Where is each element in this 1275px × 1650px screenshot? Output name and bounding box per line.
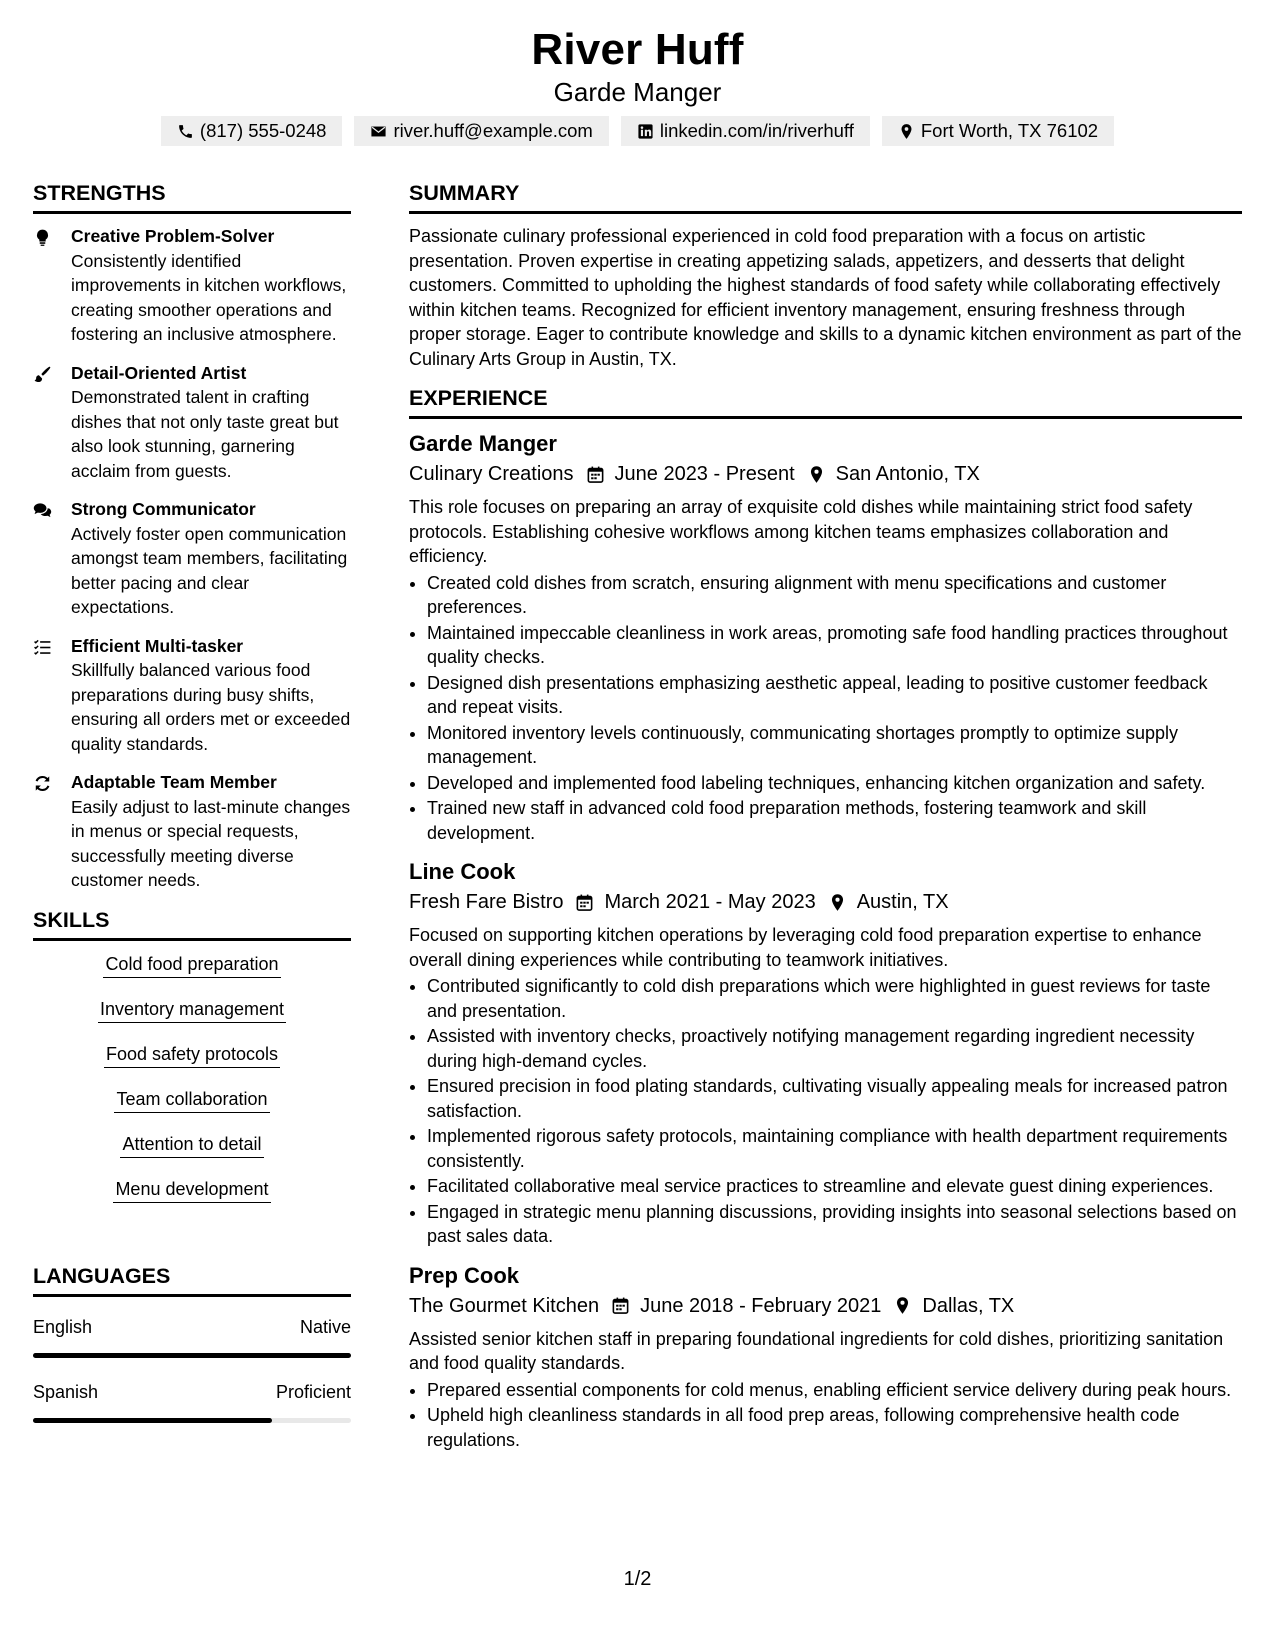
job-bullet: • Trained new staff in advanced cold food preparation methods, fostering teamwork and skill development.	[427, 796, 1242, 845]
strength-item	[33, 497, 351, 620]
skill-tag: Team collaboration	[114, 1086, 269, 1113]
job-entry	[409, 1261, 1242, 1453]
job-entry	[409, 429, 1242, 845]
skill-tag: Menu development	[113, 1176, 270, 1203]
strength-title: Creative Problem-Solver	[71, 226, 275, 246]
refresh-icon	[33, 774, 52, 793]
job-description: Assisted senior kitchen staff in preparing foundational ingredients for cold dishes, prioritizing sanitation and food quality standards.	[409, 1328, 1224, 1373]
strengths-section	[33, 180, 351, 893]
strength-text: Consistently identified improvements in kitchen workflows, creating smoother operations and fostering an inclusive atmosphere.	[71, 250, 347, 344]
map-pin-icon	[828, 893, 847, 912]
job-bullet: • Facilitated collaborative meal service practices to streamline and elevate guest dining experiences.	[427, 1174, 1242, 1199]
comments-icon	[33, 501, 52, 520]
language-proficiency-fill	[33, 1418, 272, 1423]
lightbulb-icon	[33, 228, 52, 247]
language-level: Native	[299, 1316, 351, 1337]
job-bullet: • Implemented rigorous safety protocols, maintaining compliance with health department requirements consistently.	[427, 1124, 1242, 1173]
experience-heading: EXPERIENCE	[409, 385, 1242, 419]
strength-title: Strong Communicator	[71, 499, 256, 519]
contact-email-text: river.huff@example.com	[393, 120, 593, 141]
candidate-name: River Huff	[531, 25, 744, 74]
skills-heading: SKILLS	[33, 907, 351, 941]
job-bullet: • Designed dish presentations emphasizing aesthetic appeal, leading to positive customer feedback and repeat visits.	[427, 671, 1242, 720]
contact-location-text: Fort Worth, TX 76102	[920, 120, 1099, 141]
strength-item	[33, 224, 351, 347]
language-proficiency-bar	[33, 1418, 351, 1423]
skills-section	[33, 907, 351, 1221]
job-company: Fresh Fare Bistro	[409, 891, 564, 913]
map-pin-icon	[898, 123, 915, 140]
job-bullet: • Ensured precision in food plating standards, cultivating visually appealing meals for increased patron satisfaction.	[427, 1074, 1242, 1123]
job-location: Austin, TX	[856, 891, 949, 913]
experience-section	[409, 385, 1242, 1452]
contact-phone[interactable]	[161, 116, 343, 146]
candidate-title: Garde Manger	[553, 77, 722, 107]
strength-text: Easily adjust to last-minute changes in menus or special requests, successfully meeting diverse customer needs.	[71, 796, 351, 890]
job-bullet: • Assisted with inventory checks, proactively notifying management regarding ingredient necessity during high-demand cycles.	[427, 1024, 1242, 1073]
strength-text: Skillfully balanced various food preparations during busy shifts, ensuring all orders met or exceeded quality standards.	[71, 660, 351, 754]
job-dates: June 2018 - February 2021	[640, 1294, 882, 1317]
job-bullet: • Prepared essential components for cold menus, enabling efficient service delivery during peak hours.	[427, 1378, 1242, 1403]
calendar-icon	[611, 1296, 630, 1315]
right-column	[409, 180, 1242, 1464]
strength-title: Adaptable Team Member	[71, 772, 277, 792]
contact-email[interactable]	[354, 116, 608, 146]
contact-bar	[0, 116, 1275, 146]
job-description: This role focuses on preparing an array of exquisite cold dishes while maintaining strict food safety protocols. Establishing cohesive workflows among kitchen teams emphasizes collaboration and efficiency.	[409, 497, 1193, 566]
job-title: Line Cook	[409, 859, 516, 884]
strength-item	[33, 770, 351, 893]
strength-item	[33, 634, 351, 757]
skill-tag: Cold food preparation	[103, 951, 280, 978]
job-meta	[409, 1291, 1242, 1321]
job-meta	[409, 887, 1242, 917]
skills-list	[33, 951, 351, 1221]
calendar-icon	[586, 465, 605, 484]
contact-linkedin[interactable]	[621, 116, 870, 146]
list-check-icon	[33, 638, 52, 657]
job-bullet: • Upheld high cleanliness standards in all food prep areas, following comprehensive health code regulations.	[427, 1403, 1242, 1452]
summary-text: Passionate culinary professional experienced in cold food preparation with a focus on artistic presentation. Proven expertise in creating appetizing salads, appetizers, and desserts that delight customers. Committed to upholding the highest standards of food safety while collaborating effectively within kitchen teams. Recognized for efficient inventory management, ensuring freshness through proper storage. Eager to contribute knowledge and skills to a dynamic kitchen environment as part of the Culinary Arts Group in Austin, TX.	[409, 226, 1242, 369]
job-company: Culinary Creations	[409, 463, 574, 485]
language-name: Spanish	[33, 1381, 99, 1402]
strength-item	[33, 361, 351, 484]
job-bullet: • Maintained impeccable cleanliness in work areas, promoting safe food handling practices throughout quality checks.	[427, 621, 1242, 670]
language-level: Proficient	[275, 1381, 351, 1402]
job-bullets	[409, 1378, 1242, 1453]
skill-tag: Inventory management	[98, 996, 286, 1023]
resume-header	[0, 22, 1275, 146]
job-bullets	[409, 974, 1242, 1249]
language-item	[33, 1380, 351, 1423]
job-bullet: • Developed and implemented food labeling techniques, enhancing kitchen organization and safety.	[427, 771, 1242, 796]
contact-linkedin-text: linkedin.com/in/riverhuff	[659, 120, 854, 141]
summary-heading: SUMMARY	[409, 180, 1242, 214]
job-company: The Gourmet Kitchen	[409, 1294, 600, 1317]
language-proficiency-bar	[33, 1353, 351, 1358]
page-number: 1/2	[623, 1568, 652, 1590]
languages-heading: LANGUAGES	[33, 1263, 351, 1297]
strength-title: Detail-Oriented Artist	[71, 362, 247, 383]
strength-text: Actively foster open communication amongst team members, facilitating better pacing and clear expectations.	[71, 523, 348, 617]
job-meta	[409, 459, 1242, 489]
job-title: Prep Cook	[409, 1262, 520, 1288]
calendar-icon	[575, 893, 594, 912]
languages-section	[33, 1263, 351, 1423]
job-location: Dallas, TX	[922, 1294, 1015, 1317]
paintbrush-icon	[33, 365, 52, 384]
job-bullets	[409, 571, 1242, 846]
strengths-heading: STRENGTHS	[33, 180, 351, 214]
skill-tag: Food safety protocols	[104, 1041, 280, 1068]
job-bullet: • Engaged in strategic menu planning discussions, providing insights into seasonal selections based on past sales data.	[427, 1200, 1242, 1249]
map-pin-icon	[807, 465, 826, 484]
language-proficiency-fill	[33, 1353, 351, 1358]
contact-location	[882, 116, 1114, 146]
language-item	[33, 1315, 351, 1358]
envelope-icon	[370, 123, 387, 140]
job-title: Garde Manger	[409, 431, 557, 456]
job-dates: June 2023 - Present	[614, 463, 795, 485]
job-description: Focused on supporting kitchen operations by leveraging cold food preparation expertise to enhance overall dining experiences while contributing to teamwork initiatives.	[409, 925, 1202, 970]
job-bullet: • Contributed significantly to cold dish preparations which were highlighted in guest reviews for taste and presentation.	[427, 974, 1242, 1023]
job-bullet: • Monitored inventory levels continuously, communicating shortages promptly to optimize supply management.	[427, 721, 1242, 770]
job-entry	[409, 857, 1242, 1249]
summary-section	[409, 180, 1242, 371]
left-column	[33, 180, 351, 1423]
job-location: San Antonio, TX	[835, 463, 980, 485]
job-bullet: • Created cold dishes from scratch, ensuring alignment with menu specifications and customer preferences.	[427, 571, 1242, 620]
skill-tag: Attention to detail	[120, 1131, 263, 1158]
strength-title: Efficient Multi-tasker	[71, 635, 244, 656]
strength-text: Demonstrated talent in crafting dishes that not only taste great but also look stunning, garnering acclaim from guests.	[71, 387, 339, 481]
phone-icon	[177, 123, 194, 140]
linkedin-icon	[637, 123, 654, 140]
language-name: English	[33, 1316, 93, 1337]
map-pin-icon	[893, 1296, 912, 1315]
job-dates: March 2021 - May 2023	[604, 891, 816, 913]
contact-phone-text: (817) 555-0248	[199, 120, 327, 141]
